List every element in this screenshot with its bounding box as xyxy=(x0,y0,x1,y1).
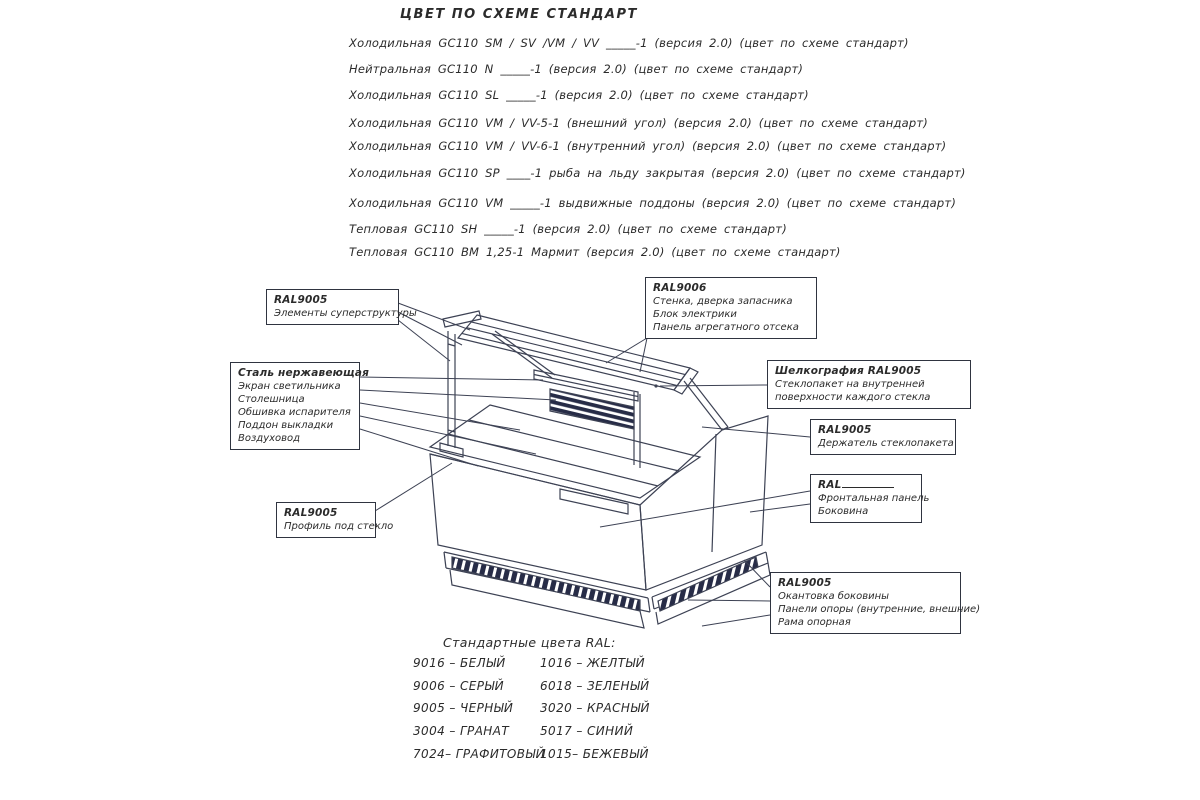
callout-line: Рама опорная xyxy=(778,617,851,628)
callout-line: Окантовка боковины xyxy=(778,591,890,602)
callout-stainless-steel xyxy=(230,362,370,450)
callout-line: Боковина xyxy=(818,506,869,517)
ral-blank-underline xyxy=(842,479,894,488)
page-title: ЦВЕТ ПО СХЕМЕ СТАНДАРТ xyxy=(400,7,638,22)
callout-line: Панели опоры (внутренние, внешние) xyxy=(778,604,981,615)
ral-color-item: 6018 – ЗЕЛЕНЫЙ xyxy=(540,679,650,693)
rear-wall xyxy=(534,370,640,468)
ral-color-item: 1015– БЕЖЕВЫЙ xyxy=(540,747,649,761)
left-post xyxy=(440,331,555,457)
plinth xyxy=(444,552,770,628)
callout-line: Столешница xyxy=(238,394,305,405)
callout-header: RAL9005 xyxy=(778,577,832,589)
product-line: Тепловая GC110 ВМ 1,25-1 Мармит (версия 2.0) (цвет по схеме стандарт) xyxy=(349,245,841,259)
callout-header xyxy=(818,479,915,492)
product-line: Холодильная GC110 SM / SV /VM / VV _____-1 (версия 2.0) (цвет по схеме стандарт) xyxy=(349,36,909,50)
ral-color-item: 1016 – ЖЕЛТЫЙ xyxy=(540,656,646,670)
callout-header: RAL9005 xyxy=(274,294,328,306)
callout-line: Стенка, дверка запасника xyxy=(653,296,793,307)
callout-header: RAL9006 xyxy=(653,282,707,294)
leader-lines xyxy=(360,303,810,626)
callout-front-side-panel xyxy=(810,474,930,523)
ral-blank-label: RAL xyxy=(818,479,842,491)
callout-header: Сталь нержавеющая xyxy=(238,367,370,379)
product-line: Холодильная GC110 SP ____-1 рыба на льду закрытая (версия 2.0) (цвет по схеме стандарт) xyxy=(349,166,966,180)
callout-glass-holder xyxy=(810,419,956,455)
callout-line: Блок электрики xyxy=(653,309,737,320)
ral-color-item: 3004 – ГРАНАТ xyxy=(413,724,510,738)
callout-line: Воздуховод xyxy=(238,433,301,444)
callout-line: Стеклопакет на внутренней поверхности каждого стекла xyxy=(775,379,931,403)
callout-header: RAL9005 xyxy=(818,424,872,436)
callout-line: Фронтальная панель xyxy=(818,493,930,504)
callout-glass-profile xyxy=(276,502,394,538)
ral-color-item: 9005 – ЧЕРНЫЙ xyxy=(413,701,514,715)
product-line: Холодильная GC110 VM / VV-6-1 (внутренний угол) (версия 2.0) (цвет по схеме стандарт) xyxy=(349,139,947,153)
ral-color-item: 7024– ГРАФИТОВЫЙ xyxy=(413,747,545,761)
callout-line: Обшивка испарителя xyxy=(238,407,351,418)
side-vent-strip xyxy=(658,557,758,611)
ral-color-item: 9006 – СЕРЫЙ xyxy=(413,679,504,693)
product-line: Тепловая GC110 SH _____-1 (версия 2.0) (цвет по схеме стандарт) xyxy=(349,222,787,236)
callout-header: Шелкография RAL9005 xyxy=(775,365,922,377)
callout-superstructure xyxy=(266,289,417,325)
ral-color-item: 5017 – СИНИЙ xyxy=(540,724,634,738)
callout-silkscreen xyxy=(767,360,971,409)
callout-line: Панель агрегатного отсека xyxy=(653,322,799,333)
callout-line: Держатель стеклопакета xyxy=(818,438,954,449)
product-line: Холодильная GC110 VM _____-1 выдвижные поддоны (версия 2.0) (цвет по схеме стандарт) xyxy=(349,196,957,210)
callout-header: RAL9005 xyxy=(284,507,338,519)
product-line: Холодильная GC110 SL _____-1 (версия 2.0) (цвет по схеме стандарт) xyxy=(349,88,809,102)
front-vent-strip xyxy=(452,557,640,611)
callout-line: Поддон выкладки xyxy=(238,420,334,431)
callout-line: Экран светильника xyxy=(238,381,341,392)
ral-color-item: 3020 – КРАСНЫЙ xyxy=(540,701,650,715)
product-line: Холодильная GC110 VM / VV-5-1 (внешний угол) (версия 2.0) (цвет по схеме стандарт) xyxy=(349,116,928,130)
callout-rear-unit xyxy=(645,277,817,339)
ral-color-item: 9016 – БЕЛЫЙ xyxy=(413,656,506,670)
callout-base xyxy=(770,572,981,634)
callout-line: Элементы суперструктуры xyxy=(274,308,417,319)
callout-line: Профиль под стекло xyxy=(284,521,394,532)
ral-colors-heading: Стандартные цвета RAL: xyxy=(443,635,616,650)
product-line: Нейтральная GC110 N _____-1 (версия 2.0) (цвет по схеме стандарт) xyxy=(349,62,804,76)
